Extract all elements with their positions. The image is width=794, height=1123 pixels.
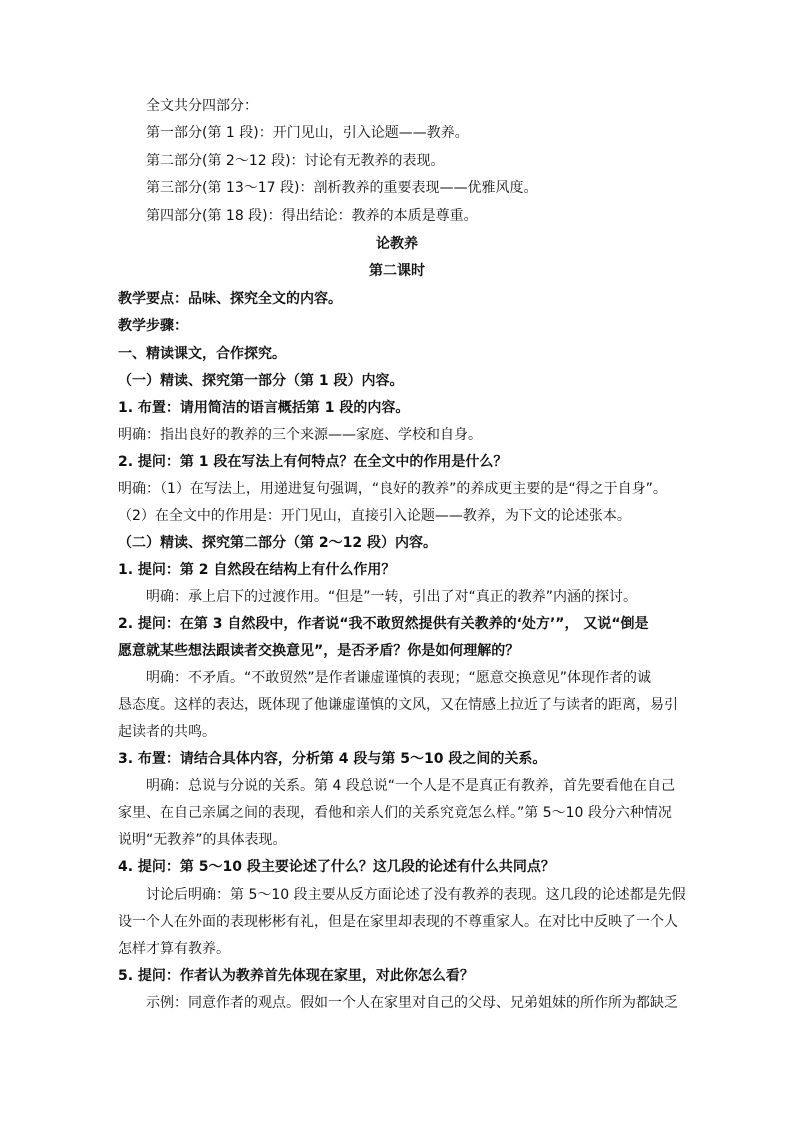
answer: 明确：（1）在写法上，用递进复句强调，“良好的教养”的养成更主要的是“得之于自身”。 [118,481,667,497]
answer: 明确：承上启下的过渡作用。“但是”一转，引出了对“真正的教养”内涵的探讨。 [146,589,638,605]
question: 1. 布置：请用简洁的语言概括第 1 段的内容。 [118,400,410,416]
question: 愿意就某些想法跟读者交换意见”，是否矛盾？你是如何理解的？ [118,643,520,659]
answer: 怎样才算有教养。 [118,941,230,957]
question: 2. 提问：第 1 段在写法上有何特点？在全文中的作用是什么？ [118,454,508,470]
question: 3. 布置：请结合具体内容，分析第 4 段与第 5～10 段之间的关系。 [118,751,547,767]
answer: 明确：不矛盾。“不敢贸然”是作者谦虚谨慎的表现；“愿意交换意见”体现作者的诚 [146,670,652,686]
section-heading: （二）精读、探究第二部分（第 2～12 段）内容。 [118,535,437,551]
answer: 家里、在自己亲属之间的表现，看他和亲人们的关系究竟怎么样。”第 5～10 段分六种情况 [118,805,672,821]
question: 5. 提问：作者认为教养首先体现在家里，对此你怎么看？ [118,968,474,984]
text-line: 第三部分(第 13～17 段)：剖析教养的重要表现——优雅风度。 [146,180,538,196]
answer: 说明“无教养”的具体表现。 [118,832,287,848]
answer: 恳态度。这样的表达，既体现了他谦虚谨慎的文风，又在情感上拉近了与读者的距离，易引 [118,697,678,713]
heading: 教学要点：品味、探究全文的内容。 [118,291,342,307]
question: 1. 提问：第 2 自然段在结构上有什么作用？ [118,562,396,578]
lesson-subtitle: 第二课时 [369,263,425,279]
text-line: 第二部分(第 2～12 段)：讨论有无教养的表现。 [146,153,445,169]
answer: 讨论后明确：第 5～10 段主要从反方面论述了没有教养的表现。这几段的论述都是先假 [146,887,686,903]
question: 4. 提问：第 5～10 段主要论述了什么？这几段的论述有什么共同点？ [118,859,555,875]
text-line: 第四部分(第 18 段)：得出结论：教养的本质是尊重。 [146,208,478,224]
answer: 起读者的共鸣。 [118,724,216,740]
answer: 明确：指出良好的教养的三个来源——家庭、学校和自身。 [118,427,482,443]
text-line: 第一部分(第 1 段)：开门见山，引入论题——教养。 [146,125,469,141]
answer: 示例：同意作者的观点。假如一个人在家里对自己的父母、兄弟姐妹的所作所为都缺乏 [146,995,678,1011]
heading: 教学步骤： [118,318,188,334]
answer: 明确：总说与分说的关系。第 4 段总说“一个人是不是真正有教养，首先要看他在自己 [146,778,676,794]
lesson-title: 论教养 [376,236,418,252]
answer: 设一个人在外面的表现彬彬有礼，但是在家里却表现的不尊重家人。在对比中反映了一个人 [118,914,678,930]
question: 2. 提问：在第 3 自然段中，作者说“我不敢贸然提供有关教养的‘处方’”， 又说“倒是 [118,616,649,632]
section-heading: （一）精读、探究第一部分（第 1 段）内容。 [118,373,404,389]
heading: 一、精读课文，合作探究。 [118,346,286,362]
answer: （2）在全文中的作用是：开门见山，直接引入论题——教养，为下文的论述张本。 [118,508,631,524]
text-line: 全文共分四部分： [146,98,258,114]
